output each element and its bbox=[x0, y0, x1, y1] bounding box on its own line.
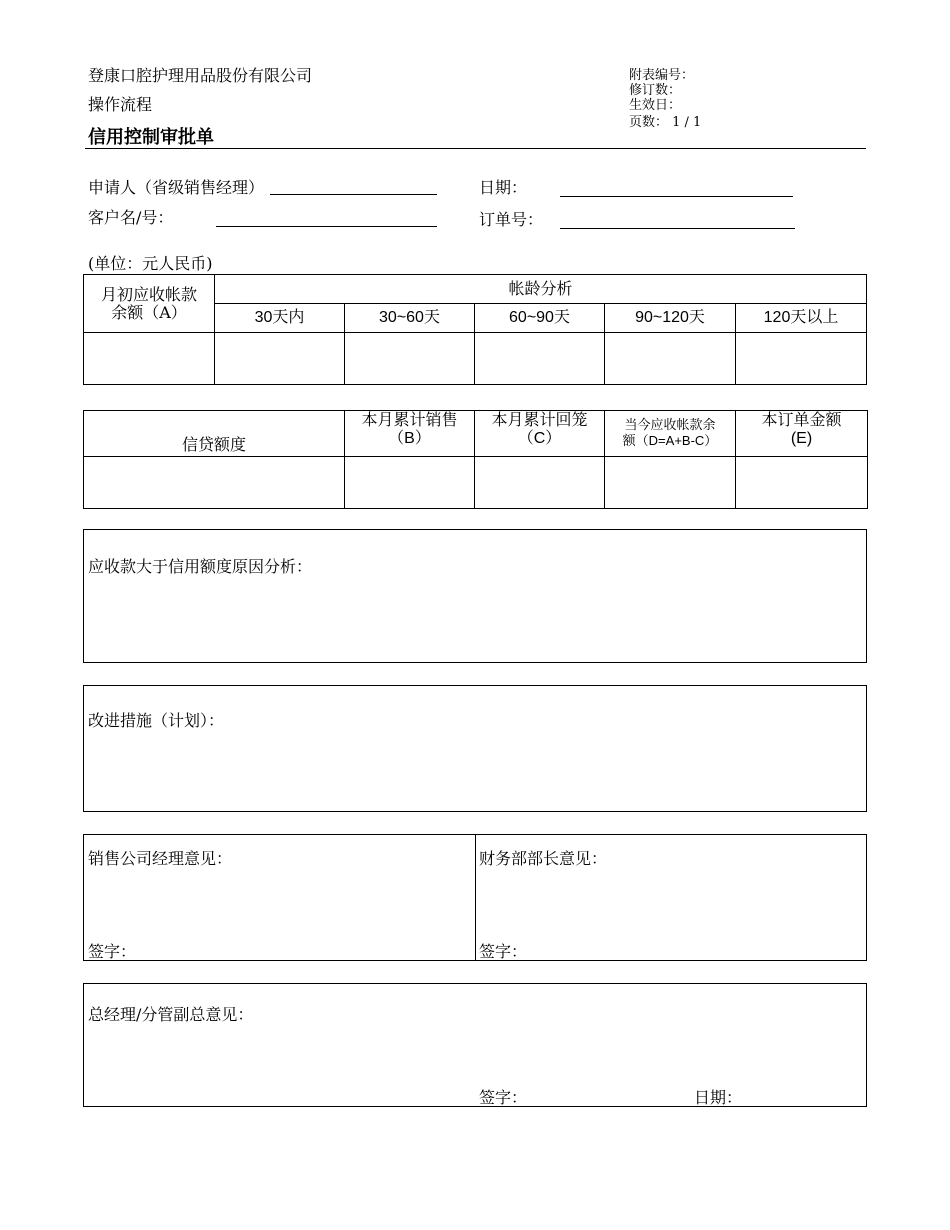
aging-analysis-header: 帐龄分析 bbox=[215, 275, 867, 304]
date-field[interactable] bbox=[560, 196, 793, 197]
page-title: 信用控制审批单 bbox=[88, 127, 214, 148]
page-count: 页数： 1 / 1 bbox=[629, 115, 702, 130]
monthly-sales-input[interactable] bbox=[345, 457, 475, 509]
aging-col-30-60: 30~60天 bbox=[345, 304, 475, 333]
unit-note: (单位：元人民币) bbox=[88, 254, 213, 273]
gm-date-label: 日期： bbox=[694, 1088, 743, 1107]
credit-limit-header: 信贷额度 bbox=[84, 411, 345, 457]
aging-col-120plus: 120天以上 bbox=[736, 304, 867, 333]
finance-head-signature-label: 签字： bbox=[479, 942, 528, 961]
effective-date-label: 生效日： bbox=[629, 98, 682, 113]
credit-limit-input[interactable] bbox=[84, 457, 345, 509]
monthly-collection-line1: 本月累计回笼 bbox=[491, 410, 588, 429]
current-receivable-input[interactable] bbox=[605, 457, 736, 509]
aging-col-90-120: 90~120天 bbox=[605, 304, 736, 333]
order-amount-header bbox=[736, 411, 868, 457]
reason-analysis-box[interactable] bbox=[83, 529, 867, 663]
applicant-label: 申请人（省级销售经理） bbox=[88, 178, 265, 197]
revision-label: 修订数： bbox=[629, 83, 682, 98]
current-receivable-header bbox=[605, 411, 736, 457]
gm-opinion-box[interactable] bbox=[83, 983, 867, 1107]
order-amount-input[interactable] bbox=[736, 457, 868, 509]
improvement-plan-label: 改进措施（计划）： bbox=[88, 711, 225, 730]
gm-signature-label: 签字： bbox=[479, 1088, 528, 1107]
header-divider bbox=[85, 148, 866, 149]
credit-table bbox=[83, 410, 868, 509]
aging-col-30: 30天内 bbox=[215, 304, 345, 333]
attachment-no-label: 附表编号： bbox=[629, 68, 695, 83]
aging-30-input[interactable] bbox=[215, 333, 345, 385]
opinions-box bbox=[83, 834, 867, 961]
customer-field[interactable] bbox=[216, 226, 437, 227]
opening-balance-line1: 月初应收帐款 bbox=[100, 284, 197, 304]
opinions-divider bbox=[475, 835, 476, 960]
current-receivable-line2: 额（D=A+B-C） bbox=[622, 433, 718, 448]
date-label: 日期： bbox=[479, 178, 528, 197]
aging-90-120-input[interactable] bbox=[605, 333, 736, 385]
monthly-collection-line2: （C） bbox=[517, 430, 562, 447]
monthly-sales-line2: （B） bbox=[388, 430, 431, 447]
aging-120plus-input[interactable] bbox=[736, 333, 867, 385]
finance-head-opinion-label: 财务部部长意见： bbox=[479, 849, 608, 868]
aging-col-60-90: 60~90天 bbox=[475, 304, 605, 333]
monthly-collection-input[interactable] bbox=[475, 457, 605, 509]
order-amount-line1: 本订单金额 bbox=[761, 410, 842, 429]
improvement-plan-box[interactable] bbox=[83, 685, 867, 812]
reason-analysis-label: 应收款大于信用额度原因分析： bbox=[88, 557, 313, 576]
sales-manager-opinion-label: 销售公司经理意见： bbox=[88, 849, 233, 868]
aging-table bbox=[83, 274, 867, 385]
monthly-collection-header bbox=[475, 411, 605, 457]
order-amount-line2: (E) bbox=[790, 430, 813, 447]
opening-balance-input[interactable] bbox=[84, 333, 215, 385]
current-receivable-line1: 当今应收帐款余 bbox=[624, 418, 716, 433]
document-subtitle: 操作流程 bbox=[88, 95, 153, 114]
applicant-field[interactable] bbox=[270, 194, 437, 195]
opening-balance-header bbox=[84, 275, 215, 333]
monthly-sales-line1: 本月累计销售 bbox=[361, 410, 458, 429]
opening-balance-line2: 余额（A） bbox=[111, 302, 187, 322]
monthly-sales-header bbox=[345, 411, 475, 457]
sales-manager-signature-label: 签字： bbox=[88, 942, 137, 961]
gm-opinion-label: 总经理/分管副总意见： bbox=[88, 1005, 254, 1024]
company-name: 登康口腔护理用品股份有限公司 bbox=[88, 66, 313, 85]
aging-30-60-input[interactable] bbox=[345, 333, 475, 385]
order-no-field[interactable] bbox=[560, 228, 795, 229]
customer-label: 客户名/号： bbox=[88, 208, 174, 227]
aging-60-90-input[interactable] bbox=[475, 333, 605, 385]
order-no-label: 订单号： bbox=[479, 210, 544, 229]
